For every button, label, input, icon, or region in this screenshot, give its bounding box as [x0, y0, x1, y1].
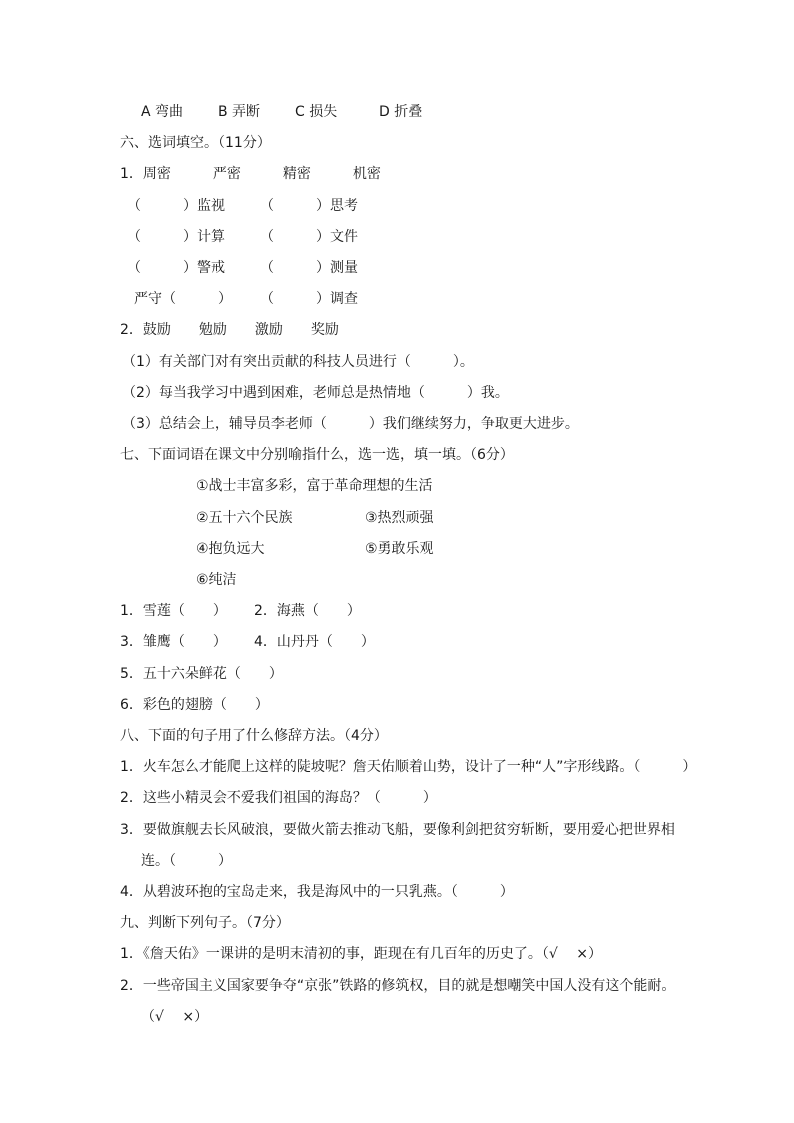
s8-q2: 2．这些小精灵会不爱我们祖国的海岛？（ ） [120, 790, 437, 806]
s7-option5: ⑤勇敢乐观 [365, 541, 434, 557]
s8-q4: 4．从碧波环抱的宝岛走来，我是海风中的一只乳燕。（ ） [120, 884, 514, 900]
s6-group1-words: 1．周密 严密 精密 机密 [120, 166, 381, 182]
s6-group2-item1: （1）有关部门对有突出贡献的科技人员进行（ ）。 [122, 354, 474, 370]
s7-q1: 1．雪莲（ ） [120, 603, 227, 619]
s6-row1-right: （ ）思考 [260, 198, 358, 214]
s7-option6: ⑥纯洁 [196, 572, 237, 588]
s7-q6: 6．彩色的翅膀（ ） [120, 697, 269, 713]
s6-group2-item2: （2）每当我学习中遇到困难，老师总是热情地（ ）我。 [122, 385, 509, 401]
s7-option1: ①战士丰富多彩，富于革命理想的生活 [196, 478, 433, 494]
s6-row4-right: （ ）调查 [260, 291, 358, 307]
s9-q2-line2: （√ ×） [141, 1009, 209, 1025]
s6-group2-item3: （3）总结会上，辅导员李老师（ ）我们继续努力，争取更大进步。 [122, 416, 579, 432]
s7-option2: ②五十六个民族 [196, 510, 293, 526]
s6-group2-words: 2．鼓励 勉励 激励 奖励 [120, 322, 339, 338]
s7-q3: 3．雏鹰（ ） [120, 634, 227, 650]
s6-row2-left: （ ）计算 [127, 229, 225, 245]
option-a: A 弯曲 [141, 104, 184, 120]
s9-q1: 1．《詹天佑》一课讲的是明末清初的事，距现在有几百年的历史了。（√ ×） [120, 946, 603, 962]
option-b: B 弄断 [218, 104, 261, 120]
s6-row3-right: （ ）测量 [260, 260, 358, 276]
section-8-title: 八、下面的句子用了什么修辞方法。（4分） [120, 728, 388, 744]
section-9-title: 九、判断下列句子。（7分） [120, 915, 290, 931]
s8-q3-line1: 3．要做旗舰去长风破浪，要做火箭去推动飞船，要像利剑把贫穷斩断，要用爱心把世界相 [120, 822, 675, 838]
s9-q2-line1: 2．一些帝国主义国家要争夺“京张”铁路的修筑权，目的就是想嘲笑中国人没有这个能耐。 [120, 978, 676, 994]
section-6-title: 六、选词填空。（11分） [120, 135, 271, 151]
s7-option4: ④抱负远大 [196, 541, 265, 557]
s7-q2: 2．海燕（ ） [254, 603, 361, 619]
s6-row2-right: （ ）文件 [260, 229, 358, 245]
section-7-title: 七、下面词语在课文中分别喻指什么，选一选，填一填。（6分） [120, 447, 514, 463]
s8-q1: 1．火车怎么才能爬上这样的陡坡呢？詹天佑顺着山势，设计了一种“人”字形线路。（ ） [120, 759, 697, 775]
s6-row4-left: 严守（ ） [134, 291, 232, 307]
s7-q4: 4．山丹丹（ ） [254, 634, 375, 650]
s7-q5: 5．五十六朵鲜花（ ） [120, 666, 283, 682]
s6-row1-left: （ ）监视 [127, 198, 225, 214]
s8-q3-line2: 连。（ ） [141, 853, 232, 869]
option-c: C 损失 [295, 104, 338, 120]
s7-option3: ③热烈顽强 [365, 510, 434, 526]
s6-row3-left: （ ）警戒 [127, 260, 225, 276]
option-d: D 折叠 [379, 104, 423, 120]
